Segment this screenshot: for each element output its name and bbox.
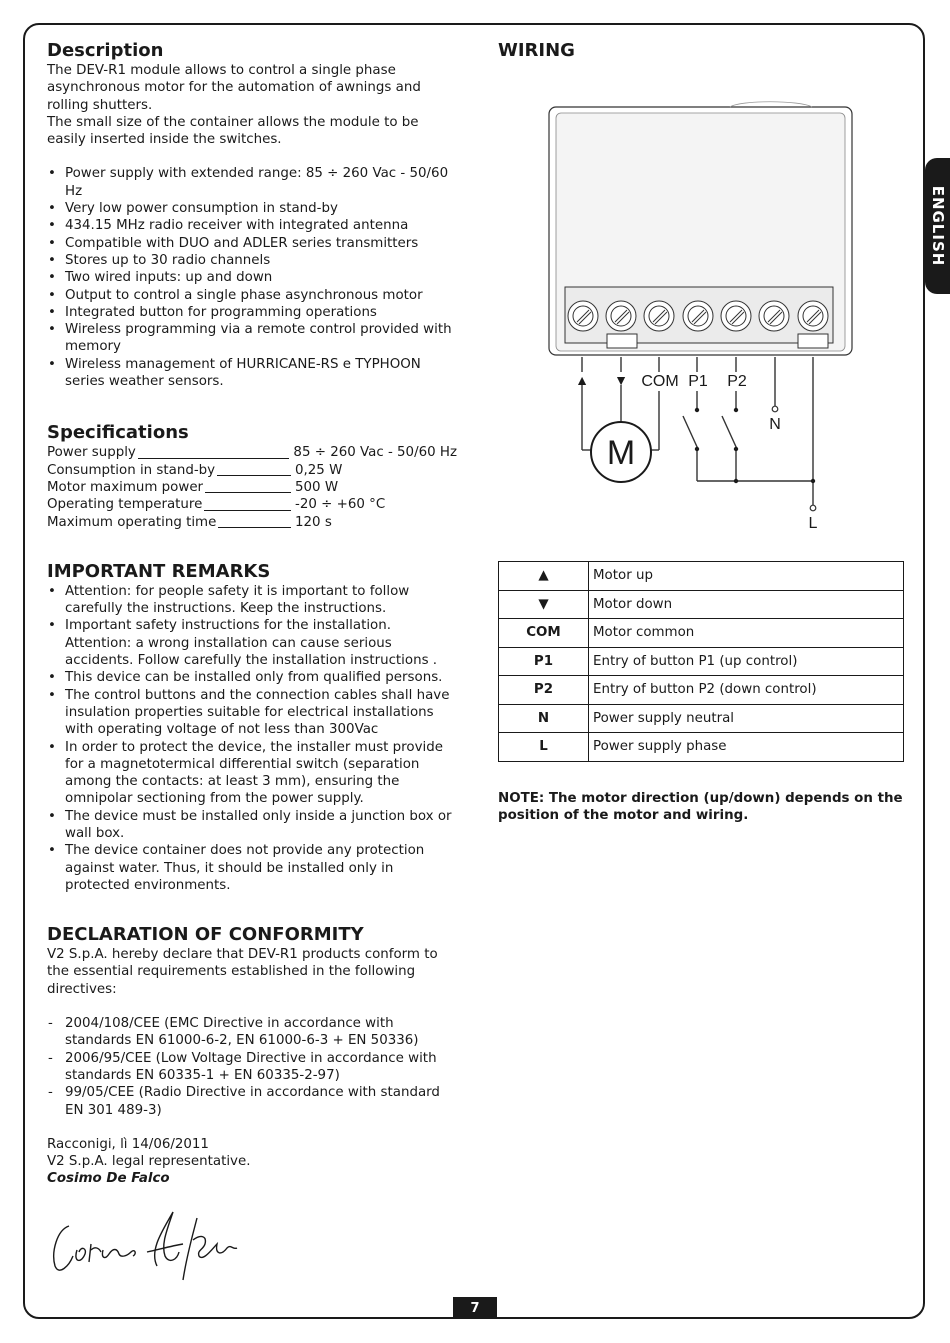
phase-terminal	[810, 505, 816, 511]
wiring-title: WIRING	[498, 40, 575, 61]
feature-item: • Power supply with extended range: 85 ÷ 260 Vac - 50/60 Hz	[47, 165, 457, 200]
spec-row	[47, 444, 457, 461]
directive-item: - 2004/108/CEE (EMC Directive in accordance with standards EN 61000-6-2, EN 61000-6-3 + EN 50336)	[47, 1015, 457, 1050]
spec-label: Power supply	[47, 445, 136, 461]
table-row	[499, 590, 904, 619]
remark-item: • The control buttons and the connection cables shall have insulation properties suitable for electrical installations with operating voltage of not less than 300Vac	[47, 687, 457, 739]
terminal-label-up: ▲	[575, 372, 589, 388]
legend-symbol: ▼	[499, 590, 589, 619]
directive-item: - 2006/95/CEE (Low Voltage Directive in accordance with standards EN 60335-1 + EN 60335-2-97)	[47, 1050, 457, 1085]
legend-description: Entry of button P1 (up control)	[589, 647, 904, 676]
table-row	[499, 676, 904, 705]
representative: V2 S.p.A. legal representative.	[47, 1154, 251, 1170]
declaration-intro: V2 S.p.A. hereby declare that DEV-R1 products conform to the essential requirements established in the following directives:	[47, 947, 438, 997]
feature-item: • Wireless programming via a remote control provided with memory	[47, 321, 457, 356]
spec-value: 500 W	[295, 479, 339, 495]
spec-label: Motor maximum power	[47, 479, 204, 495]
description-title: Description	[47, 40, 164, 61]
description-para-2: The small size of the container allows the module to be easily inserted inside the switches.	[47, 114, 419, 148]
signatory-name: Cosimo De Falco	[47, 1171, 170, 1187]
spec-value: 85 ÷ 260 Vac - 50/60 Hz	[293, 445, 457, 461]
terminal-label-p1: P1	[688, 373, 708, 390]
feature-item: • Output to control a single phase asynchronous motor	[47, 287, 457, 304]
legend-symbol: COM	[499, 619, 589, 648]
specifications-table	[47, 444, 457, 530]
legend-description: Power supply phase	[589, 733, 904, 762]
remark-item: • This device can be installed only from qualified persons.	[47, 669, 457, 686]
description-para-1: The DEV-R1 module allows to control a single phase asynchronous motor for the automation of awnings and rolling shutters.	[47, 63, 421, 113]
remark-item: • In order to protect the device, the installer must provide for a magnetotermical differential switch (separation among the contacts: at least 3 mm), ensuring the omnipolar sectioning from the power supply.	[47, 739, 457, 808]
right-column	[498, 40, 904, 62]
spec-value: -20 ÷ +60 °C	[295, 497, 386, 513]
spec-row	[47, 479, 457, 496]
legend-description: Entry of button P2 (down control)	[589, 676, 904, 705]
junction-dots	[695, 408, 815, 483]
terminal-label-l: L	[808, 515, 818, 532]
specifications-title: Specifications	[47, 422, 189, 444]
remark-item: • The device must be installed only inside a junction box or wall box.	[47, 808, 457, 843]
legend-description: Motor down	[589, 590, 904, 619]
spec-value: 0,25 W	[295, 462, 343, 478]
legend-description: Power supply neutral	[589, 704, 904, 733]
wiring-legend-table	[498, 561, 904, 762]
feature-list	[47, 165, 457, 390]
legend-symbol: P2	[499, 676, 589, 705]
feature-item: • 434.15 MHz radio receiver with integrated antenna	[47, 217, 457, 234]
feature-item: • Stores up to 30 radio channels	[47, 252, 457, 269]
table-row	[499, 704, 904, 733]
spec-label: Operating temperature	[47, 497, 203, 513]
language-tab	[925, 158, 950, 294]
remarks-title: IMPORTANT REMARKS	[47, 560, 271, 582]
feature-item: • Integrated button for programming operations	[47, 304, 457, 321]
handwritten-signature	[47, 1204, 247, 1284]
legend-symbol: L	[499, 733, 589, 762]
motor-label: M	[606, 434, 636, 472]
terminal-label-com: COM	[641, 373, 679, 390]
left-column	[47, 40, 457, 1289]
legend-symbol: N	[499, 704, 589, 733]
terminal-label-down: ▼	[614, 372, 628, 388]
page-number: 7	[453, 1297, 497, 1319]
terminal-label-n: N	[769, 416, 781, 433]
table-row	[499, 619, 904, 648]
language-tab-label: ENGLISH	[928, 185, 947, 267]
remark-item: • The device container does not provide any protection against water. Thus, it should be installed only in protected environments.	[47, 842, 457, 894]
feature-item: • Compatible with DUO and ADLER series transmitters	[47, 235, 457, 252]
feature-item: • Two wired inputs: up and down	[47, 269, 457, 286]
legend-symbol: P1	[499, 647, 589, 676]
terminal-label-p2: P2	[727, 373, 747, 390]
spec-row	[47, 496, 457, 513]
wiring-diagram	[498, 100, 904, 540]
table-row	[499, 647, 904, 676]
feature-item: • Wireless management of HURRICANE-RS e TYPHOON series weather sensors.	[47, 356, 457, 391]
feature-item: • Very low power consumption in stand-by	[47, 200, 457, 217]
table-row	[499, 733, 904, 762]
place-date: Racconigi, lì 14/06/2011	[47, 1136, 209, 1152]
spec-label: Maximum operating time	[47, 514, 217, 530]
table-row	[499, 562, 904, 591]
spec-label: Consumption in stand-by	[47, 462, 216, 478]
spec-row	[47, 462, 457, 479]
directive-list	[47, 1015, 457, 1119]
legend-symbol: ▲	[499, 562, 589, 591]
directive-item: - 99/05/CEE (Radio Directive in accordance with standard EN 301 489-3)	[47, 1084, 457, 1119]
neutral-terminal	[772, 406, 778, 412]
remarks-list	[47, 583, 457, 894]
remark-item: • Important safety instructions for the installation. Attention: a wrong installation can cause serious accidents. Follow carefully the installation instructions .	[47, 617, 457, 669]
wiring-note: NOTE: The motor direction (up/down) depends on the position of the motor and wiring.	[498, 791, 903, 824]
spec-value: 120 s	[295, 514, 332, 530]
remark-item: • Attention: for people safety it is important to follow carefully the instructions. Keep the instructions.	[47, 583, 457, 618]
legend-description: Motor common	[589, 619, 904, 648]
declaration-title: DECLARATION OF CONFORMITY	[47, 924, 364, 946]
legend-description: Motor up	[589, 562, 904, 591]
spec-row	[47, 514, 457, 531]
